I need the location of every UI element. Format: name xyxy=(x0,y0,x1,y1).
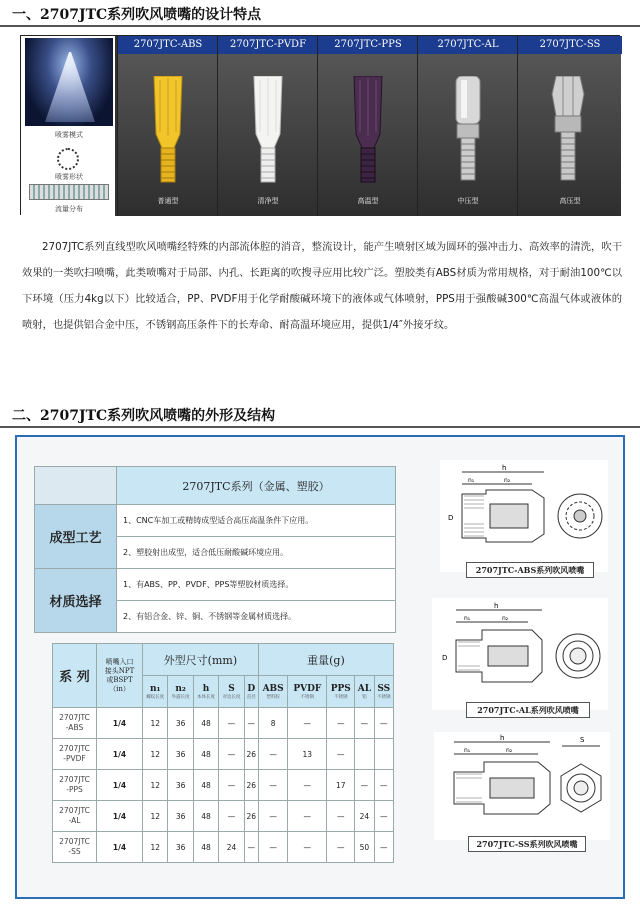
value-cell: — xyxy=(288,770,327,801)
subcol-note: 螺纹长度 xyxy=(146,694,165,700)
inlet-cell: 1/4 xyxy=(97,801,143,832)
subcol-note: 不锈钢 xyxy=(300,694,315,700)
value-cell: 8 xyxy=(258,708,288,739)
series-suffix: -SS xyxy=(68,847,81,856)
drawing-al-svg xyxy=(432,598,608,710)
product-abs xyxy=(117,36,217,216)
value-cell: 48 xyxy=(193,832,218,863)
value-cell xyxy=(374,739,394,770)
table-row xyxy=(53,739,394,770)
value-cell: 13 xyxy=(288,739,327,770)
value-cell: 36 xyxy=(168,739,193,770)
value-cell: 26 xyxy=(244,770,258,801)
section1-title: 一、2707JTC系列吹风喷嘴的设计特点 xyxy=(12,7,262,23)
subcol-key: n₂ xyxy=(175,683,186,694)
product-al-label: 中压型 xyxy=(457,197,479,205)
series-name: 2707JTC xyxy=(59,713,90,722)
series-name: 2707JTC xyxy=(59,775,90,784)
dim-n1-2: n₁ xyxy=(464,615,471,622)
description-paragraph: 2707JTC系列直线型吹风喷嘴经特殊的内部流体腔的消音，整流设计，能产生喷射区域为圆环的强冲击力、高效率的清洗，吹干效果的一类吹扫喷嘴，此类喷嘴对于局部、内孔、长距离的吹搜寻应用比较广泛。塑胶类有ABS材质为常用规格，对于耐油100℃以下环境（压力4kg以下）比较适合，PP、PVDF用于化学耐酸碱环境下的液体或气体喷射，PPS用于强酸碱300℃高温气体或液体的喷射，也提供铝合金中压，不锈钢高压条件下的长寿命、耐高温环境应用，提供1/4″外接牙纹。 xyxy=(22,241,622,331)
product-ss-label: 高压型 xyxy=(559,197,581,205)
table-row xyxy=(53,770,394,801)
series-name: 2707JTC xyxy=(59,744,90,753)
value-cell: — xyxy=(327,708,355,739)
product-al xyxy=(417,36,517,216)
value-cell: — xyxy=(288,801,327,832)
value-cell: — xyxy=(244,832,258,863)
product-pps-header: 2707JTC-PPS xyxy=(318,36,418,54)
process-row-1: 1、CNC车加工或精铸成型适合高压高温条件下应用。 xyxy=(117,505,396,537)
dim-s: S xyxy=(580,736,585,744)
inlet-line-3: 或BSPT xyxy=(106,675,133,684)
inlet-cell: 1/4 xyxy=(97,708,143,739)
subcol-header xyxy=(143,676,168,708)
product-ss-header: 2707JTC-SS xyxy=(518,36,622,54)
product-pps xyxy=(317,36,417,216)
series-header: 系 列 xyxy=(53,644,97,708)
caption-abs: 2707JTC-ABS系列吹风喷嘴 xyxy=(466,562,594,578)
category-material: 材质选择 xyxy=(35,569,117,633)
dim-h: h xyxy=(502,464,507,472)
inlet-cell: 1/4 xyxy=(97,739,143,770)
section2-title: 二、2707JTC系列吹风喷嘴的外形及结构 xyxy=(12,408,276,424)
dimension-weight-table xyxy=(52,643,394,863)
product-abs-header: 2707JTC-ABS xyxy=(118,36,218,54)
value-cell: 36 xyxy=(168,708,193,739)
value-cell: 36 xyxy=(168,801,193,832)
value-cell: — xyxy=(327,739,355,770)
subcol-note: 不锈钢 xyxy=(334,694,348,700)
drawing-ss-svg xyxy=(434,732,610,840)
subcol-key: D xyxy=(247,683,256,694)
subcol-header xyxy=(374,676,394,708)
product-pps-label: 高温型 xyxy=(357,197,379,205)
subcol-note: 直径 xyxy=(246,694,256,700)
value-cell: 26 xyxy=(244,739,258,770)
value-cell: — xyxy=(219,801,244,832)
inlet-line-2: 接头NPT xyxy=(104,666,135,675)
table1-header: 2707JTC系列（金属、塑胶） xyxy=(117,467,396,505)
subcol-header xyxy=(219,676,244,708)
product-al-header: 2707JTC-AL xyxy=(418,36,518,54)
value-cell: — xyxy=(244,708,258,739)
value-cell: 48 xyxy=(193,739,218,770)
table-row xyxy=(53,832,394,863)
dim-d-2: D xyxy=(442,654,448,662)
subcol-key: PPS xyxy=(330,683,351,694)
drawing-abs-svg xyxy=(440,460,608,572)
subcol-key: S xyxy=(228,683,235,694)
subcol-note: 塑料胶 xyxy=(266,694,280,700)
flow-distribution-label: 流量分布 xyxy=(55,205,83,213)
product-ss xyxy=(517,36,621,216)
value-cell: 48 xyxy=(193,801,218,832)
caption-ss: 2707JTC-SS系列吹风喷嘴 xyxy=(468,836,586,852)
value-cell: — xyxy=(374,832,394,863)
drawing-ss xyxy=(434,732,610,840)
product-pvdf-header: 2707JTC-PVDF xyxy=(218,36,318,54)
value-cell: — xyxy=(258,770,288,801)
value-cell: 36 xyxy=(168,832,193,863)
value-cell: — xyxy=(374,801,394,832)
subcol-header xyxy=(258,676,288,708)
material-row-2: 2、有铝合金、锌、铜、不锈钢等金属材质选择。 xyxy=(117,601,396,633)
subcol-note: 本体长度 xyxy=(197,694,216,700)
series-cell xyxy=(53,739,97,770)
series-suffix: -ABS xyxy=(65,723,84,732)
nozzle-ss-image xyxy=(548,76,588,186)
value-cell: 12 xyxy=(143,801,168,832)
series-cell xyxy=(53,801,97,832)
value-cell: — xyxy=(374,708,394,739)
product-pvdf-label: 清净型 xyxy=(257,197,279,205)
process-row-2: 2、塑胶射出成型，适合低压耐酸碱环境应用。 xyxy=(117,537,396,569)
dim-n1: n₁ xyxy=(468,477,475,484)
series-suffix: -PPS xyxy=(66,785,83,794)
spray-pattern-label: 喷雾模式 xyxy=(55,131,83,139)
series-suffix: -AL xyxy=(68,816,81,825)
series-cell xyxy=(53,770,97,801)
value-cell: — xyxy=(219,739,244,770)
weight-header: 重量(g) xyxy=(258,644,393,676)
value-cell: — xyxy=(374,770,394,801)
dim-n2-2: n₂ xyxy=(502,615,509,622)
process-material-table xyxy=(34,466,396,633)
spray-cone xyxy=(45,52,95,122)
inlet-cell: 1/4 xyxy=(97,770,143,801)
dim-n2-3: n₂ xyxy=(506,747,513,754)
material-row-1: 1、有ABS、PP、PVDF、PPS等塑胶材质选择。 xyxy=(117,569,396,601)
value-cell: 26 xyxy=(244,801,258,832)
subcol-note: 不锈钢 xyxy=(377,694,391,700)
value-cell: 12 xyxy=(143,708,168,739)
value-cell: — xyxy=(258,739,288,770)
section1-rule xyxy=(0,25,640,27)
product-abs-label: 普通型 xyxy=(157,197,179,205)
table-row xyxy=(53,801,394,832)
value-cell: 12 xyxy=(143,832,168,863)
value-cell: 24 xyxy=(219,832,244,863)
series-cell xyxy=(53,832,97,863)
subcol-key: n₁ xyxy=(149,683,161,694)
subcol-header xyxy=(355,676,374,708)
value-cell: — xyxy=(258,801,288,832)
value-cell: — xyxy=(327,832,355,863)
subcol-header xyxy=(288,676,327,708)
value-cell: 48 xyxy=(193,770,218,801)
caption-al: 2707JTC-AL系列吹风喷嘴 xyxy=(466,702,590,718)
value-cell: — xyxy=(327,801,355,832)
spray-shape-label: 喷雾形状 xyxy=(55,173,83,181)
section2-rule xyxy=(0,426,640,428)
drawing-al xyxy=(432,598,608,710)
spray-pattern-photo xyxy=(25,38,113,126)
value-cell: — xyxy=(219,770,244,801)
nozzle-abs-image xyxy=(148,76,188,186)
inlet-line-1: 喷嘴入口 xyxy=(105,657,134,666)
subcol-note: 外露长度 xyxy=(171,694,190,700)
value-cell: 36 xyxy=(168,770,193,801)
flow-distribution-chart xyxy=(29,184,109,200)
table-row xyxy=(53,708,394,739)
subcol-key: AL xyxy=(357,683,372,694)
dim-n1-3: n₁ xyxy=(464,747,471,754)
value-cell xyxy=(355,739,374,770)
subcol-key: SS xyxy=(377,683,391,694)
inlet-cell: 1/4 xyxy=(97,832,143,863)
inlet-line-4: （in） xyxy=(109,684,130,693)
subcol-key: PVDF xyxy=(293,683,322,694)
subcol-key: ABS xyxy=(262,683,284,694)
product-strip xyxy=(20,35,620,215)
subcol-key: h xyxy=(202,683,210,694)
spray-column xyxy=(21,36,117,216)
subcol-header xyxy=(327,676,355,708)
series-cell xyxy=(53,708,97,739)
spray-shape-icon xyxy=(57,148,79,170)
nozzle-pvdf-image xyxy=(248,76,288,186)
category-process: 成型工艺 xyxy=(35,505,117,569)
series-name: 2707JTC xyxy=(59,806,90,815)
value-cell: 12 xyxy=(143,770,168,801)
value-cell: 12 xyxy=(143,739,168,770)
subcol-header xyxy=(244,676,258,708)
subcol-header xyxy=(168,676,193,708)
value-cell: 24 xyxy=(355,801,374,832)
dim-h-2: h xyxy=(494,602,499,610)
value-cell: — xyxy=(355,770,374,801)
inlet-header xyxy=(97,644,143,708)
value-cell: — xyxy=(355,708,374,739)
value-cell: — xyxy=(288,708,327,739)
nozzle-pps-image xyxy=(348,76,388,186)
table1-corner xyxy=(35,467,117,505)
drawing-abs xyxy=(440,460,608,572)
nozzle-al-image xyxy=(448,76,488,186)
value-cell: — xyxy=(258,832,288,863)
value-cell: 48 xyxy=(193,708,218,739)
product-pvdf xyxy=(217,36,317,216)
series-name: 2707JTC xyxy=(59,837,90,846)
series-suffix: -PVDF xyxy=(63,754,86,763)
value-cell: — xyxy=(219,708,244,739)
subcol-header xyxy=(193,676,218,708)
dim-n2: n₂ xyxy=(504,477,511,484)
dim-d: D xyxy=(448,514,454,522)
value-cell: 17 xyxy=(327,770,355,801)
subcol-note: 铝 xyxy=(362,694,367,700)
dimensions-header: 外型尺寸(mm) xyxy=(143,644,259,676)
value-cell: — xyxy=(288,832,327,863)
subcol-note: 对边长度 xyxy=(222,694,241,700)
value-cell: 50 xyxy=(355,832,374,863)
dim-h-3: h xyxy=(500,734,505,742)
